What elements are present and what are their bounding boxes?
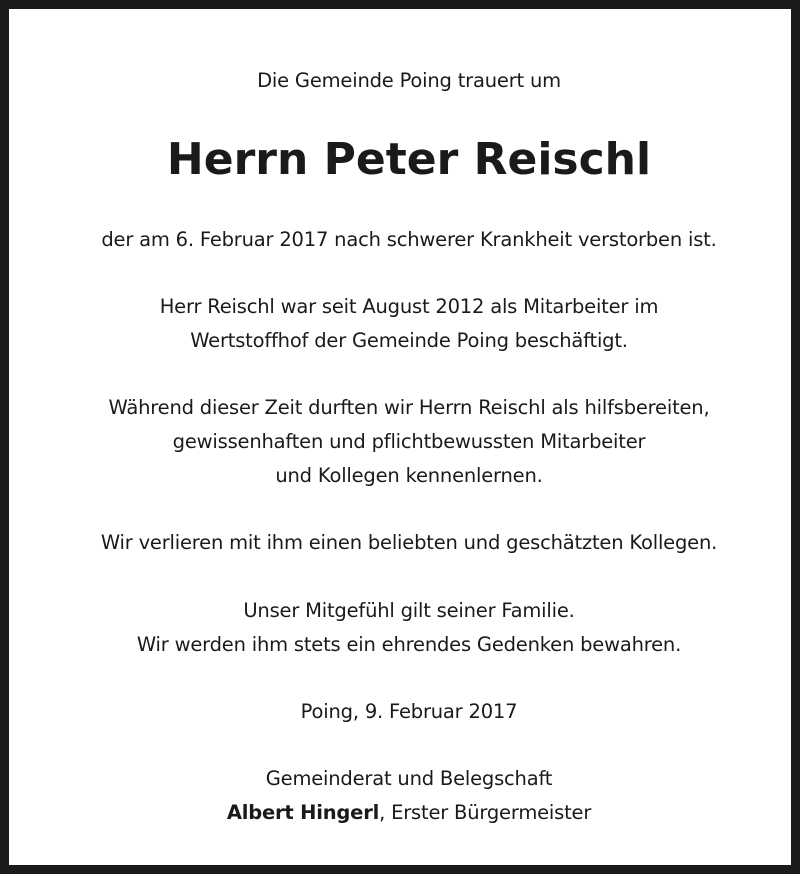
employment-line-1: Herr Reischl war seit August 2012 als Mitarbeiter im [159,295,659,318]
signer-name: Albert Hingerl [226,801,380,824]
condolence-line-1: Unser Mitgefühl gilt seiner Familie. [243,599,575,622]
death-date-text: der am 6. Februar 2017 nach schwerer Krankheit verstorben ist. [101,228,717,251]
employment-line-2: Wertstoffhof der Gemeinde Poing beschäftigt. [190,329,628,352]
loss-text: Wir verlieren mit ihm einen beliebten und geschätzten Kollegen. [100,531,718,554]
deceased-name: Herrn Peter Reischl [166,134,652,185]
place-date: Poing, 9. Februar 2017 [300,700,518,723]
tribute-line-2: gewissenhaften und pflichtbewussten Mitarbeiter [172,430,646,453]
signature-group: Gemeinderat und Belegschaft [265,767,553,790]
signer-title: , Erster Bürgermeister [379,801,592,824]
tribute-line-1: Während dieser Zeit durften wir Herrn Reischl als hilfsbereiten, [108,396,710,419]
condolence-line-2: Wir werden ihm stets ein ehrendes Gedenken bewahren. [136,633,682,656]
tribute-line-3: und Kollegen kennenlernen. [275,464,543,487]
signature-line [9,795,800,831]
intro-text: Die Gemeinde Poing trauert um [257,69,561,92]
